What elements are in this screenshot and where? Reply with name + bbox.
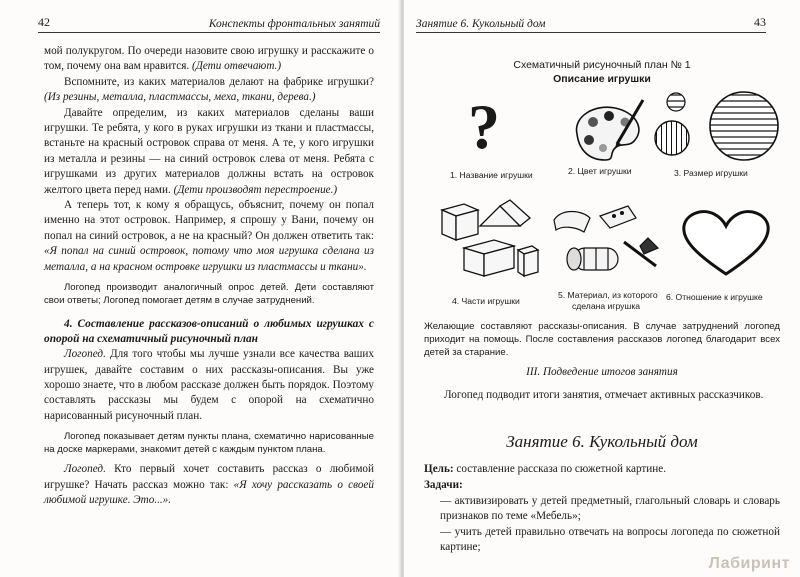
- scheme-subtitle: Описание игрушки: [553, 73, 651, 85]
- left-page-body: [44, 44, 374, 508]
- size-circles-icon: [654, 86, 794, 166]
- task-item: — активизировать у детей предметный, глагольный словарь и словарь признаков по теме «Мебель»;: [440, 495, 780, 523]
- publisher-watermark: Лабиринт: [708, 555, 790, 572]
- heart-drawing: [676, 208, 776, 278]
- goal-label: Цель:: [424, 463, 454, 475]
- section-heading: 4. Составление рассказов-описаний о любимых игрушках с опорой на схематичный рисуночный план: [44, 318, 374, 346]
- right-page-number: 43: [754, 15, 766, 29]
- paragraph-italic: (Дети производят перестроение.): [173, 183, 338, 196]
- lesson-title: Занятие 6. Кукольный дом: [506, 432, 698, 451]
- tasks-list: [424, 494, 780, 556]
- paragraph: [44, 44, 374, 75]
- paragraph-text: А теперь тот, к кому я обращусь, объяснит, почему он попал именно на этот островок. Например, я спрошу у Вани, почему он попал на синий островок, а не на красный? Он должен ответить так:: [44, 199, 374, 242]
- caption-4: 4. Части игрушки: [452, 296, 520, 306]
- speaker-label: Логопед.: [64, 463, 106, 476]
- paragraph: [44, 347, 374, 424]
- left-page-header: [38, 14, 380, 33]
- caption-1: 1. Название игрушки: [450, 170, 533, 180]
- teacher-note: Логопед производит аналогичный опрос детей. Дети составляют свои ответы; Логопед помогает детям в случае затруднений.: [44, 282, 374, 307]
- paragraph: [44, 75, 374, 106]
- part-heading: III. Подведение итогов занятия: [526, 366, 678, 378]
- materials-drawing: [544, 198, 664, 288]
- paragraph-text: Для того чтобы мы лучше узнали все качества ваших игрушек, давайте составим о них рассказы-описания. Вы уже хорошо знаете, что в любом рассказе должен быть порядок. Поэтому составлять рассказы мы будем с опорой на схематично нарисованный рисуночный план.: [44, 348, 374, 422]
- goal-text: составление рассказа по сюжетной картине.: [456, 463, 667, 475]
- right-page: [404, 0, 800, 577]
- caption-3: 3. Размер игрушки: [674, 168, 748, 178]
- paragraph: [44, 462, 374, 508]
- materials-icon: [544, 198, 664, 288]
- caption-2: 2. Цвет игрушки: [568, 166, 632, 176]
- paragraph-italic: «Я попал на синий островок, потому что моя игрушка сделана из металла, а на красном островке игрушки из пластмассы и ткани».: [44, 245, 374, 273]
- task-item: — учить детей правильно отвечать на вопросы логопеда по сюжетной картине;: [440, 525, 780, 554]
- palette-drawing: [565, 94, 655, 164]
- left-running-title: Конспекты фронтальных занятий: [208, 18, 380, 30]
- paragraph-text: Кто первый хочет составить рассказ о любимой игрушке? Начать рассказ можно так:: [44, 463, 374, 491]
- palette-icon: [550, 94, 670, 164]
- paragraph-italic: «Я хочу рассказать о своей любимой игрушке. Это...».: [44, 478, 374, 506]
- paragraph-text: мой полукругом. По очереди назовите свою игрушку и расскажите о том, почему она вам нравится.: [44, 45, 374, 73]
- caption-6: 6. Отношение к игрушке: [666, 292, 763, 302]
- caption-5-line2: сделана игрушка: [572, 301, 641, 311]
- speaker-label: Логопед.: [64, 348, 106, 361]
- paragraph: [44, 198, 374, 275]
- circles-drawing: [654, 86, 794, 166]
- heart-icon: [676, 208, 776, 278]
- caption-5-line1: 5. Материал, из которого: [558, 290, 658, 300]
- scheme-title: Схематичный рисуночный план № 1: [513, 59, 691, 71]
- teacher-note: Логопед показывает детям пункты плана, схематично нарисованные на доске маркерами, знакомит детей с каждым пунктом плана.: [44, 431, 374, 456]
- scheme-heading: [424, 58, 780, 86]
- paragraph: [44, 106, 374, 198]
- question-mark-glyph: ?: [468, 91, 500, 162]
- tasks-label: Задачи:: [424, 479, 463, 491]
- blocks-drawing: [434, 196, 544, 286]
- blocks-icon: [434, 196, 544, 286]
- paragraph-italic: (Дети отвечают.): [192, 60, 282, 73]
- summary-paragraph: Логопед подводит итоги занятия, отмечает активных рассказчиков.: [444, 389, 764, 401]
- right-page-header: [416, 14, 766, 33]
- left-page-number: 42: [38, 15, 50, 29]
- lesson-goal: [424, 462, 780, 477]
- paragraph-text: Давайте определим, из каких материалов сделаны ваши игрушки. Те ребята, у кого в руках игрушки из ткани и пластмассы, встаньте на красный островок справа от меня. А те, у кого игрушки из металла и резины — на синий островок слева от меня. Ребята с игрушками из других материалов должны встать на островок желтого цвета перед нами.: [44, 106, 374, 196]
- question-mark-icon: [424, 92, 544, 162]
- scheme-note: Желающие составляют рассказы-описания. В случае затруднений логопед приходит на помощь. После составления рассказов логопед благодарит всех детей за старание.: [424, 321, 780, 358]
- right-running-title: Занятие 6. Кукольный дом: [416, 18, 546, 30]
- paragraph-text: Вспомните, из каких материалов делают на фабрике игрушки?: [64, 75, 374, 88]
- paragraph-italic: (Из резины, металла, пластмассы, меха, ткани, дерева.): [44, 91, 316, 104]
